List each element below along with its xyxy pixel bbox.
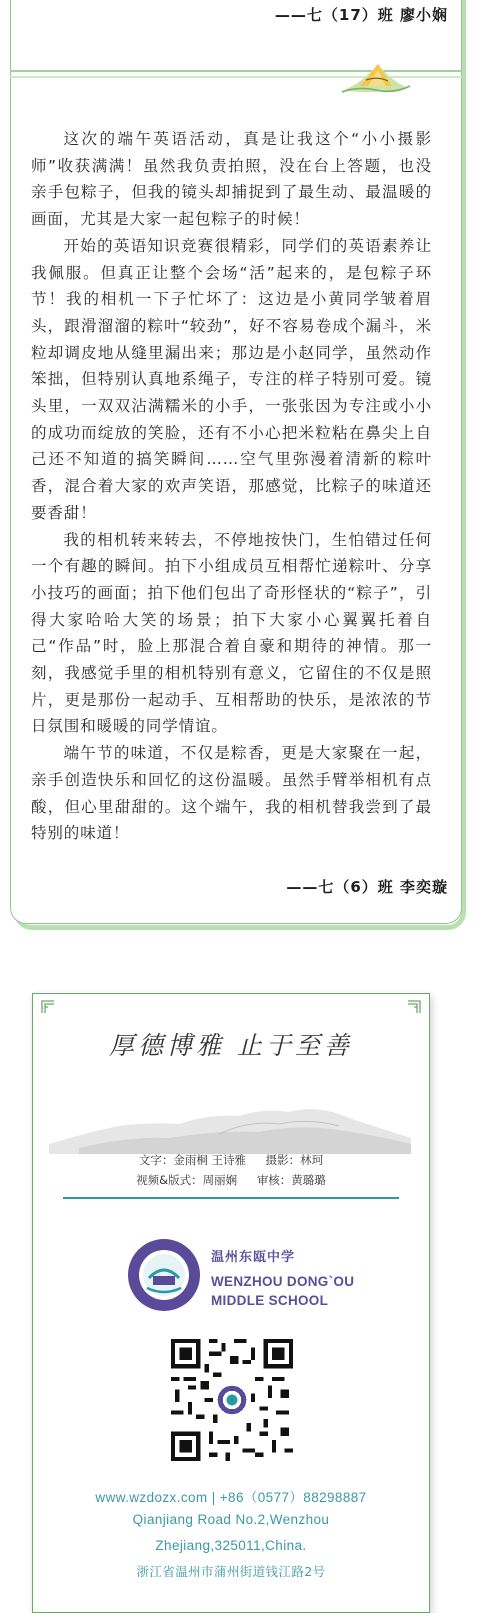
credits-line bbox=[33, 1172, 429, 1188]
reviewer-credit: 审核：黄璐璐 bbox=[256, 1173, 326, 1187]
school-logo-icon bbox=[127, 1238, 201, 1312]
school-motto: 厚德博雅 止于至善 bbox=[109, 1031, 353, 1060]
layout-credit: 视频&版式：周丽娴 bbox=[136, 1173, 238, 1187]
zongzi-icon bbox=[338, 56, 412, 98]
article-body bbox=[31, 126, 432, 847]
bottom-author-signature: ——七（6）班 李奕璇 bbox=[286, 878, 448, 896]
school-name-block bbox=[211, 1246, 411, 1310]
credits-card bbox=[32, 993, 430, 1613]
writer-credit: 文字：金雨桐 王诗雅 bbox=[138, 1153, 246, 1167]
article-paragraph: 开始的英语知识竞赛很精彩，同学们的英语素养让我佩服。但真正让整个会场“活”起来的，是包粽子环节！我的相机一下子忙坏了：这边是小黄同学皱着眉头，跟滑溜溜的粽叶“较劲”，好不容易卷成个漏斗，米粒却调皮地从缝里漏出来；那边是小赵同学，虽然动作笨拙，但特别认真地系绳子，专注的样子特别可爱。镜头里，一双双沾满糯米的小手，一张张因为专注或小小的成功而绽放的笑脸，还有不小心把米粒粘在鼻尖上自己还不知道的搞笑瞬间……空气里弥漫着清新的粽叶香，混合着大家的欢声笑语，那感觉，比粽子的味道还要香甜！ bbox=[31, 236, 432, 522]
school-name-en-line1: WENZHOU DONG`OU bbox=[211, 1274, 355, 1289]
corner-ornament-icon bbox=[407, 1000, 421, 1014]
address-en-line2: Zhejiang,325011,China. bbox=[155, 1538, 307, 1553]
website-phone[interactable]: www.wzdozx.com | +86（0577）88298887 bbox=[95, 1490, 367, 1505]
photographer-credit: 摄影：林珂 bbox=[265, 1153, 324, 1167]
article-paragraph: 端午节的味道，不仅是粽香，更是大家聚在一起，亲手创造快乐和回忆的这份温暖。虽然手臂举相机有点酸，但心里甜甜的。这个端午，我的相机替我尝到了最特别的味道！ bbox=[31, 744, 432, 843]
mountain-ink-illustration bbox=[49, 1094, 411, 1154]
address-en-line1: Qianjiang Road No.2,Wenzhou bbox=[132, 1512, 330, 1527]
qr-code-icon[interactable] bbox=[171, 1339, 293, 1461]
address-cn: 浙江省温州市蒲州街道钱江路2号 bbox=[136, 1564, 326, 1579]
school-name-cn: 温州东瓯中学 bbox=[211, 1249, 296, 1264]
article-paragraph: 我的相机转来转去，不停地按快门，生怕错过任何一个有趣的瞬间。拍下小组成员互相帮忙递粽叶、分享小技巧的画面；拍下他们包出了奇形怪状的“粽子”，引得大家哈哈大笑的场景；拍下大家小心翼翼托着自己“作品”时，脸上那混合着自豪和期待的神情。那一刻，我感觉手里的相机特别有意义，它留住的不仅是照片，更是那份一起动手、互相帮助的快乐，是浓浓的节日氛围和暖暖的同学情谊。 bbox=[31, 530, 432, 736]
article-paragraph: 这次的端午英语活动，真是让我这个“小小摄影师”收获满满！虽然我负责拍照，没在台上答题，也没亲手包粽子，但我的镜头却捕捉到了最生动、最温暖的画面，尤其是大家一起包粽子的时候！ bbox=[31, 130, 432, 229]
credits-line bbox=[33, 1152, 429, 1168]
corner-ornament-icon bbox=[41, 1000, 55, 1014]
top-author-signature: ——七（17）班 廖小娴 bbox=[274, 6, 448, 24]
school-name-en-line2: MIDDLE SCHOOL bbox=[211, 1293, 329, 1308]
divider-line bbox=[63, 1197, 399, 1199]
